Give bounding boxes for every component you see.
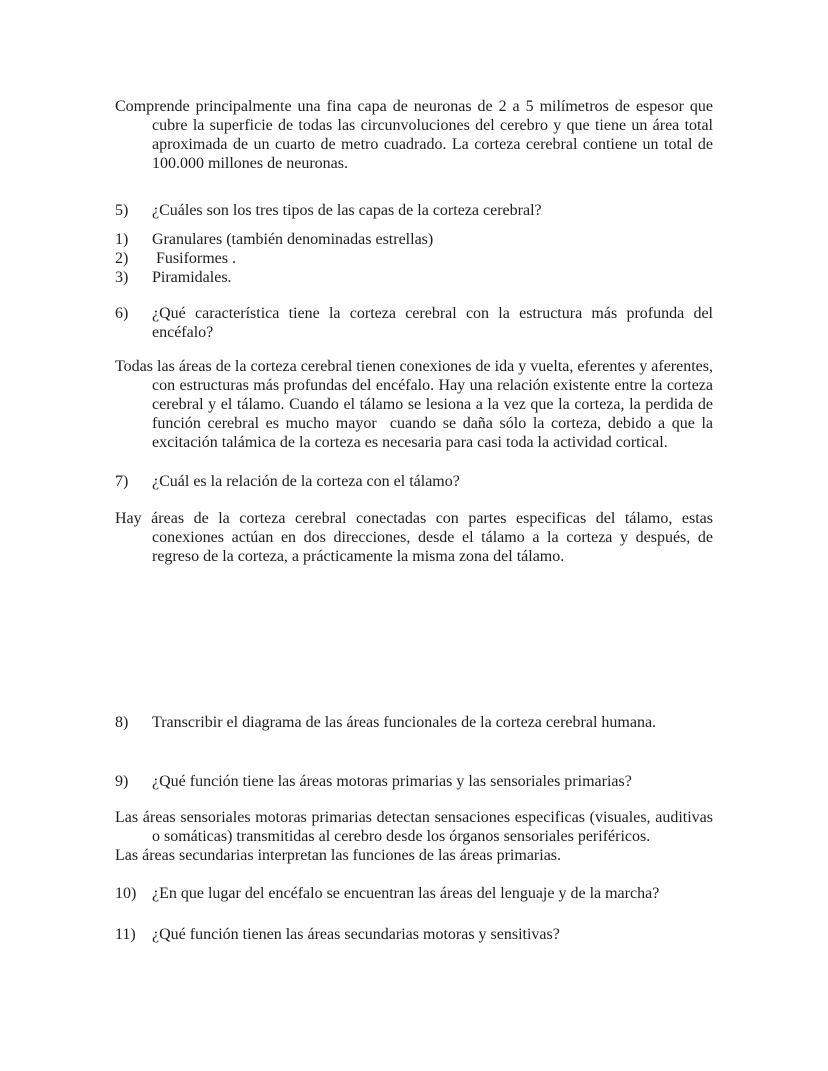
- question-text: ¿Qué función tiene las áreas motoras primarias y las sensoriales primarias?: [152, 773, 632, 790]
- answer-list-item-1: [115, 230, 713, 249]
- answer-list-item-2: [115, 249, 713, 268]
- question-text: Transcribir el diagrama de las áreas funcionales de la corteza cerebral humana.: [152, 714, 657, 731]
- list-item-text: Fusiformes .: [152, 250, 236, 267]
- list-item-number: 1): [115, 231, 129, 248]
- question-item-7: [115, 472, 713, 491]
- intro-paragraph: Comprende principalmente una fina capa de neuronas de 2 a 5 milímetros de espesor que cubre la superficie de todas las circunvoluciones del cerebro y que tiene un área total aproximada de un cuarto de metro cuadrado. La corteza cerebral contiene un total de 100.000 millones de neuronas.: [115, 98, 713, 172]
- question-number: 5): [115, 202, 129, 219]
- list-item-number: 3): [115, 269, 129, 286]
- question-item-10: [115, 884, 713, 903]
- question-number: 10): [115, 885, 137, 902]
- question-item-8: [115, 713, 713, 732]
- question-text: ¿En que lugar del encéfalo se encuentran las áreas del lenguaje y de la marcha?: [152, 885, 660, 902]
- question-number: 11): [115, 926, 136, 943]
- answer-paragraph-9b: Las áreas secundarias interpretan las funciones de las áreas primarias.: [115, 847, 562, 864]
- question-number: 8): [115, 714, 129, 731]
- question-text: ¿Qué característica tiene la corteza cerebral con la estructura más profunda del encéfalo?: [152, 305, 713, 341]
- answer-list-item-3: [115, 268, 713, 287]
- answer-paragraph-9a: Las áreas sensoriales motoras primarias detectan sensaciones especificas (visuales, auditivas o somáticas) transmitidas al cerebro desde los órganos sensoriales periféricos.: [115, 809, 713, 845]
- question-text: ¿Qué función tienen las áreas secundarias motoras y sensitivas?: [152, 926, 560, 943]
- list-item-text: Granulares (también denominadas estrellas): [152, 231, 434, 248]
- question-item-6: [115, 304, 713, 342]
- question-item-11: [115, 925, 713, 944]
- question-item-5: [115, 201, 713, 220]
- answer-paragraph-6: Todas las áreas de la corteza cerebral tienen conexiones de ida y vuelta, eferentes y aferentes, con estructuras más profundas del encéfalo. Hay una relación existente entre la corteza cerebral y el tálamo. Cuando el tálamo se lesiona a la vez que la corteza, la perdida de función cerebral es mucho mayor cuando se daña sólo la corteza, debido a que la excitación talámica de la corteza es necesaria para casi toda la actividad cortical.: [115, 358, 713, 451]
- answer-paragraph-7: Hay áreas de la corteza cerebral conectadas con partes especificas del tálamo, estas conexiones actúan en dos direcciones, desde el tálamo a la corteza y después, de regreso de la corteza, a prácticamente la misma zona del tálamo.: [115, 510, 713, 565]
- list-item-number: 2): [115, 250, 129, 267]
- question-text: ¿Cuál es la relación de la corteza con el tálamo?: [152, 473, 460, 490]
- question-number: 6): [115, 305, 129, 322]
- list-item-text: Piramidales.: [152, 269, 232, 286]
- question-number: 9): [115, 773, 129, 790]
- question-number: 7): [115, 473, 129, 490]
- question-text: ¿Cuáles son los tres tipos de las capas de la corteza cerebral?: [152, 202, 542, 219]
- question-item-9: [115, 772, 713, 791]
